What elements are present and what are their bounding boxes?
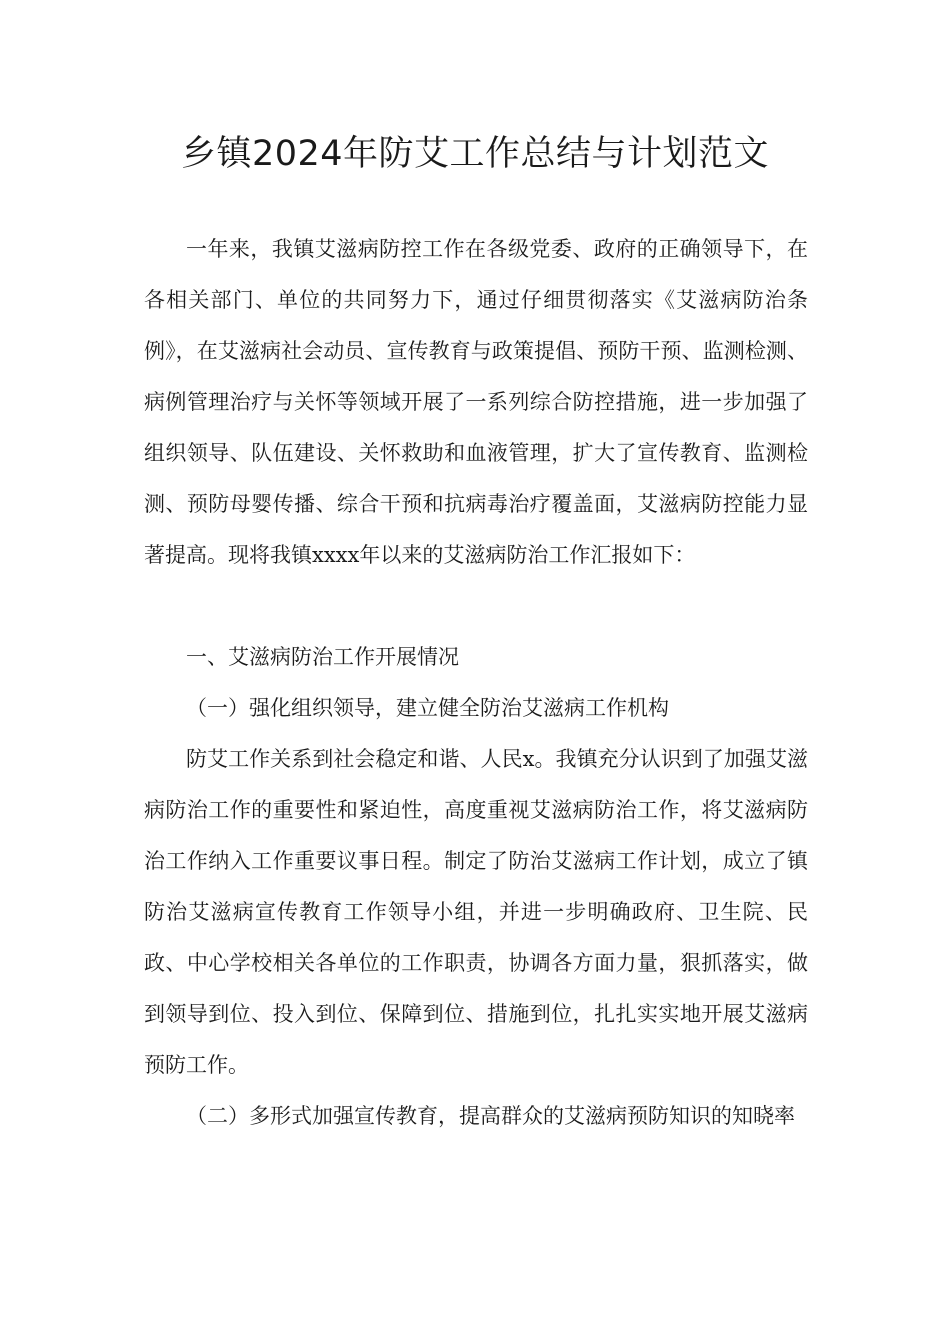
document-title: 乡镇2024年防艾工作总结与计划范文 <box>180 134 770 174</box>
subsection-1-paragraph: 防艾工作关系到社会稳定和谐、人民x。我镇充分认识到了加强艾滋病防治工作的重要性和紧迫性，高度重视艾滋病防治工作，将艾滋病防治工作纳入工作重要议事日程。制定了防治艾滋病工作计划，成立了镇防治艾滋病宣传教育工作领导小组，并进一步明确政府、卫生院、民政、中心学校相关各单位的工作职责，协调各方面力量，狠抓落实，做到领导到位、投入到位、保障到位、措施到位，扎扎实实地开展艾滋病预防工作。 <box>144 747 808 1077</box>
subsection-heading-2: （二）多形式加强宣传教育，提高群众的艾滋病预防知识的知晓率 <box>186 1104 795 1128</box>
intro-paragraph: 一年来，我镇艾滋病防控工作在各级党委、政府的正确领导下，在各相关部门、单位的共同努力下，通过仔细贯彻落实《艾滋病防治条例》，在艾滋病社会动员、宣传教育与政策提倡、预防干预、监测检测、病例管理治疗与关怀等领域开展了一系列综合防控措施，进一步加强了组织领导、队伍建设、关怀救助和血液管理，扩大了宣传教育、监测检测、预防母婴传播、综合干预和抗病毒治疗覆盖面，艾滋病防控能力显著提高。现将我镇xxxx年以来的艾滋病防治工作汇报如下： <box>144 237 808 567</box>
document-body <box>144 224 808 1142</box>
subsection-heading-1: （一）强化组织领导，建立健全防治艾滋病工作机构 <box>186 696 669 720</box>
section-heading-1: 一、艾滋病防治工作开展情况 <box>186 645 459 669</box>
